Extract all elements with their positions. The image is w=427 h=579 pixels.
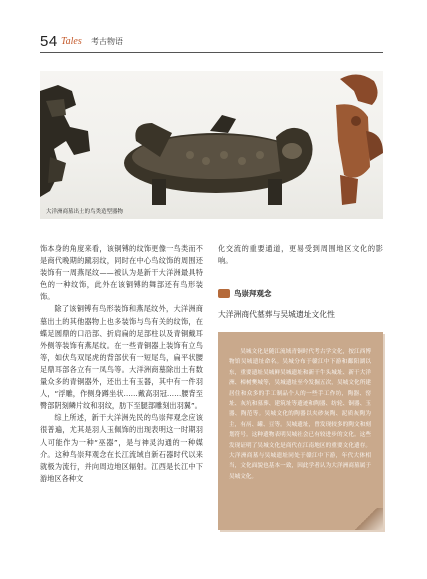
right-column [218,243,383,267]
jade-feathered-figure [336,74,383,205]
left-paragraph-2: 除了该铜镈有鸟形装饰和燕尾纹外，大洋洲商墓出土的其他器物上也多装饰与鸟有关的纹饰，在蝶足圆鼎的口沿部、折肩扁的足部柱以及青铜戴耳外侧等装饰有燕尾纹。在一些青铜器上装饰有立鸟等，如伏鸟双尾虎的背部伏有一短尾鸟，扁平状腰足鼎耳部各立有一凤鸟等。大洋洲商墓除出土有数量众多的青铜器外，还出土有玉器，其中有一件羽人，“浮雕，作侧身蹲坐状……戴高羽冠……腰背至臀部阴刻鳞片纹和羽纹，肪下至腿部雕刻出羽翼”。 [40,304,203,411]
sidebar-subtitle: 大洋洲商代墓葬与吴城遗址文化性 [218,310,335,319]
left-paragraph-1: 饰本身的角度来看，该铜镈的纹饰更像一鸟类而不是商代晚期的蹴羽纹，同时在中心鸟纹饰的周围还装饰有一周燕尾纹——被认为是新干大洋洲最具特色的一种纹饰，此外在该铜镈的舞部还有鸟形装饰。 [40,244,203,302]
series-label: Tales [61,36,82,47]
sidebar-text: 吴城文化是随江流域青铜时代考古学文化，按江西博物馆吴城遗址命名。吴城分布于赣江中下游和鄱阳湖以东，重要遗址吴城鲜吴城遗址和新干牛头城址、新干大洋洲、樟树樊城等，吴城遗址至今发掘五次，吴城文化所建居住和众多的手工制品个人的一些手工作坊，陶器、窑址、灰坑和墓葬、建筑址等遗迹和陶器、纺轮、铜器、玉器、陶范等。吴城文化的陶器以夹砂灰陶、泥质灰陶为主，有鬲、罐、豆等。吴城遗址，曾发现较多的陶文和刻划符号。这种遗物表明吴城社会已有较进步的文化。这些发现证明了吴城文化是商代在江南地区的重要文化遗存。大洋洲商墓与吴城遗址同处于赣江中下游，年代大体相当，文化面貌也基本一致，因此学者认为大洋洲商墓属于吴城文化。 [229,349,371,480]
heading-marker-icon [218,289,230,298]
sidebar-heading-text: 鸟崇拜观念 [234,289,272,298]
right-paragraph-1: 化交流的重要通道，更易受到周围地区文化的影响。 [218,244,383,266]
bronze-bird-ornament [40,85,90,197]
page-number: 54 [40,33,58,50]
section-title: 考古物语 [91,37,123,46]
left-paragraph-3: 综上所述，新干大洋洲先民的鸟崇拜观念应该很普遍，尤其是羽人玉佩饰的出现表明这一时期羽人可能作为一种“巫器”，是与神灵沟通的一种媒介。这种鸟崇拜观念在长江流域自新石器时代以来就极为流行，并向周边地区辐射。江西是长江中下游地区各种文 [40,413,203,483]
photo-caption: 大洋洲商墓出土的鸟类造型器物 [46,209,124,215]
sidebar-box [218,332,383,530]
left-column [40,243,203,485]
artifact-illustration [40,71,383,219]
page-fold-corner [349,508,383,530]
sidebar-heading [218,288,383,300]
artifact-photo [40,71,383,219]
header-divider [40,52,383,53]
bronze-tiger [124,115,313,205]
